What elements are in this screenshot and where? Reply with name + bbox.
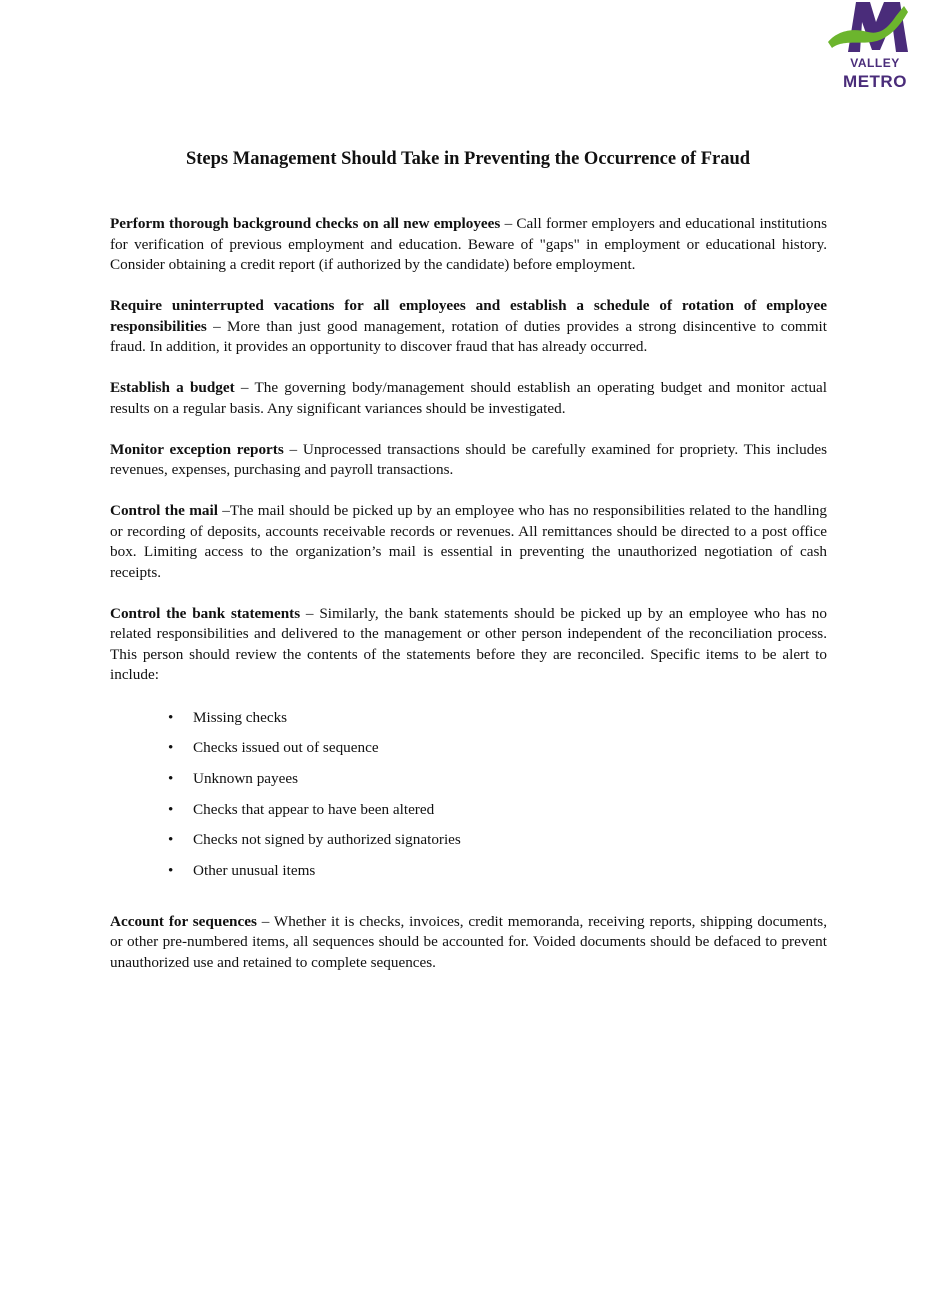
bullet-icon: • bbox=[168, 861, 174, 879]
list-item bbox=[110, 830, 827, 861]
document-body bbox=[110, 214, 827, 994]
bullet-icon: • bbox=[168, 800, 174, 818]
section-heading: Monitor exception reports bbox=[110, 440, 284, 458]
section-text: – Similarly, the bank statements should be picked up by an employee who has no related responsibilities and delivered to the management or other person independent of the reconciliation process. This person should review the contents of the statements before they are reconciled. Specific items to be alert to include: bbox=[110, 604, 827, 683]
section-text: – Unprocessed transactions should be carefully examined for propriety. This includes revenues, expenses, purchasing and payroll transactions. bbox=[110, 440, 828, 478]
section-heading: Establish a budget bbox=[110, 379, 235, 396]
section-heading: Account for sequences bbox=[110, 912, 257, 930]
section-heading: Perform thorough background checks on all new employees bbox=[110, 215, 501, 232]
logo-text-valley: VALLEY bbox=[850, 56, 900, 70]
section-bank-statements bbox=[110, 604, 827, 686]
section-account-sequences bbox=[110, 912, 827, 974]
section-budget bbox=[110, 378, 827, 419]
list-item bbox=[110, 800, 827, 831]
list-item bbox=[110, 708, 827, 739]
bullet-icon: • bbox=[168, 708, 174, 726]
section-text: – The governing body/management should establish an operating budget and monitor actual results on a regular basis. Any significant variances should be investigated. bbox=[110, 379, 827, 417]
list-item-text: Checks issued out of sequence bbox=[193, 739, 379, 757]
section-heading: Control the mail bbox=[110, 502, 218, 519]
bullet-icon: • bbox=[168, 769, 174, 787]
alert-items-list bbox=[110, 708, 827, 892]
section-vacations-rotation bbox=[110, 296, 827, 358]
list-item-text: Checks not signed by authorized signatories bbox=[193, 831, 461, 849]
section-background-checks bbox=[110, 214, 827, 276]
list-item bbox=[110, 769, 827, 800]
list-item-text: Missing checks bbox=[193, 708, 288, 726]
bullet-icon: • bbox=[168, 739, 174, 757]
section-control-mail bbox=[110, 501, 827, 583]
list-item bbox=[110, 738, 827, 769]
list-item-text: Checks that appear to have been altered bbox=[193, 800, 435, 818]
logo-text-metro: METRO bbox=[843, 72, 907, 91]
list-item bbox=[110, 861, 827, 892]
section-text: – Call former employers and educational institutions for verification of previous employment and education. Beware of "gaps" in employment or educational history. Consider obtaining a credit report (if authorized by the candidate) before employment. bbox=[110, 215, 827, 273]
section-text: – Whether it is checks, invoices, credit memoranda, receiving reports, shipping documents, or other pre-numbered items, all sequences should be accounted for. Voided documents should be defaced to prevent unauthorized use and retained to complete sequences. bbox=[110, 912, 827, 971]
page-title: Steps Management Should Take in Preventing the Occurrence of Fraud bbox=[185, 149, 751, 169]
section-text: – More than just good management, rotation of duties provides a strong disincentive to commit fraud. In addition, it provides an opportunity to discover fraud that has already occurred. bbox=[110, 317, 827, 355]
section-heading: Control the bank statements bbox=[110, 604, 301, 622]
list-item-text: Other unusual items bbox=[193, 861, 316, 879]
bullet-icon: • bbox=[168, 831, 174, 849]
section-exception-reports bbox=[110, 440, 827, 481]
section-text: –The mail should be picked up by an employee who has no responsibilities related to the handling or recording of deposits, accounts receivable records or revenues. All remittances should be directed to a post office box. Limiting access to the organization’s mail is essential in preventing the unauthorized negotiation of cash receipts. bbox=[110, 502, 827, 581]
list-item-text: Unknown payees bbox=[193, 769, 299, 787]
section-heading: Require uninterrupted vacations for all employees and establish a schedule of rotation of employee responsibilities bbox=[110, 297, 827, 335]
